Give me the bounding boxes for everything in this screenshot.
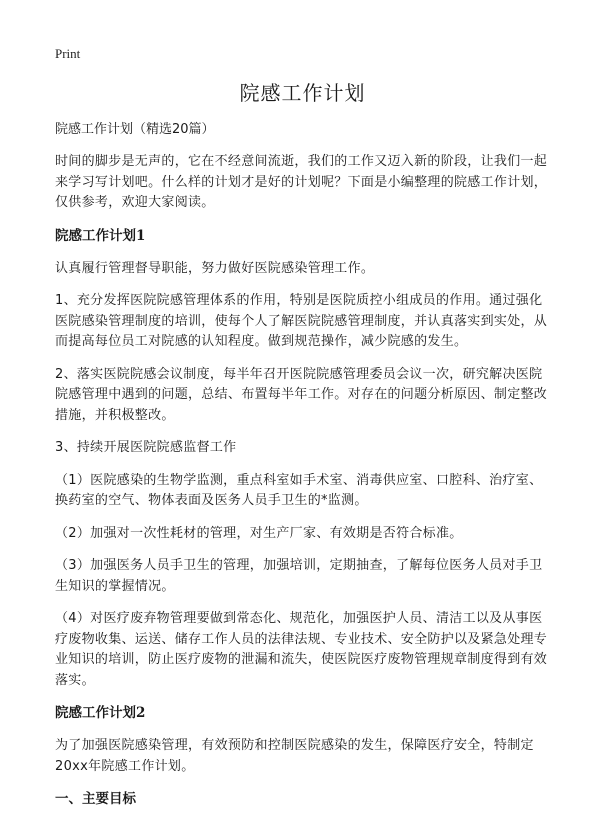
paragraph: （1）医院感染的生物学监测，重点科室如手术室、消毒供应室、口腔科、治疗室、换药室的空气、物体表面及医务人员手卫生的*监测。	[55, 472, 543, 508]
paragraph: 3、持续开展医院院感监督工作	[55, 440, 237, 455]
print-link[interactable]: Print	[55, 46, 81, 61]
paragraph: （4）对医疗废弃物管理要做到常态化、规范化，加强医护人员、清洁工以及从事医疗废物收集、运送、储存工作人员的法律法规、专业技术、安全防护以及紧急处理专业知识的培训，防止医疗废物的泄漏和流失，使医院医疗废物管理规章制度得到有效落实。	[55, 611, 548, 688]
section-heading-plan-1: 院感工作计划1	[55, 227, 146, 244]
paragraph: （2）加强对一次性耗材的管理，对生产厂家、有效期是否符合标准。	[55, 525, 463, 541]
document-body	[55, 78, 550, 822]
section-heading-plan-2: 院感工作计划2	[55, 705, 146, 721]
paragraph: 为了加强医院感染管理，有效预防和控制医院感染的发生，保障医疗安全，特制定20xx年院感工作计划。	[55, 738, 534, 774]
paragraph: 1、充分发挥医院院感管理体系的作用，特别是医院质控小组成员的作用。通过强化医院感染管理制度的培训，使每个人了解医院院感管理制度，并认真落实到实处，从而提高每位员工对院感的认知程度。做到规范操作，减少院感的发生。	[55, 293, 548, 349]
paragraph: （3）加强医务人员手卫生的管理，加强培训，定期抽查，了解每位医务人员对手卫生知识的掌握情况。	[55, 558, 543, 594]
document-subtitle: 院感工作计划（精选20篇）	[55, 122, 215, 137]
paragraph: 认真履行管理督导职能，努力做好医院感染管理工作。	[55, 260, 375, 276]
paragraph: 2、落实医院院感会议制度，每半年召开医院院感管理委员会议一次，研究解决医院院感管理中遇到的问题，总结、布置每半年工作。对存在的问题分析原因、制定整改措施，并积极整改。	[55, 366, 548, 423]
subsection-heading: 一、主要目标	[55, 791, 136, 807]
page-title: 院感工作计划	[239, 81, 366, 105]
intro-paragraph: 时间的脚步是无声的，它在不经意间流逝，我们的工作又迈入新的阶段，让我们一起来学习写计划吧。什么样的计划才是好的计划呢？下面是小编整理的院感工作计划，仅供参考，欢迎大家阅读。	[55, 154, 548, 210]
